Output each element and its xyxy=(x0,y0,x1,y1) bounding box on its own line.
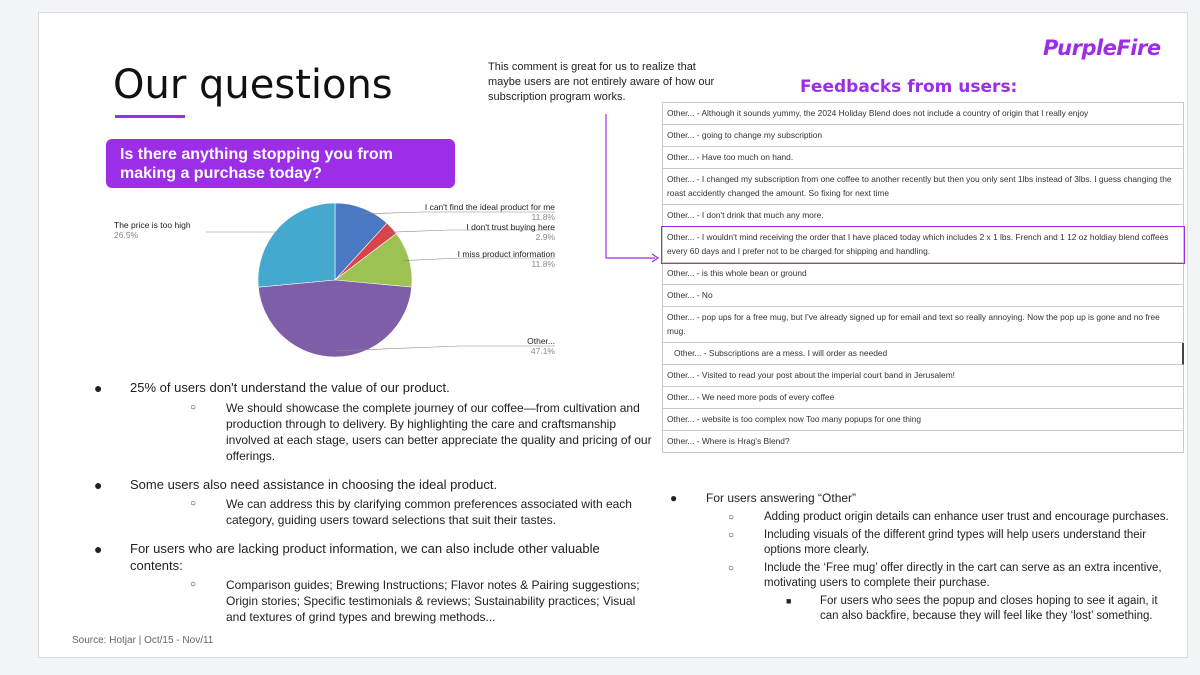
sub-bullet-text: Comparison guides; Brewing Instructions; Flavor notes & Pairing suggestions; Origin stories; Specific testimonials & reviews; Sustainability practices; Visual and textures of grind types and brewing methods... xyxy=(226,578,640,624)
sub-bullet-text: Adding product origin details can enhance user trust and encourage purchases. xyxy=(764,511,1169,523)
feedback-row: Other... - I don't drink that much any more. xyxy=(662,205,1184,227)
pie-value-label: 2.9% xyxy=(535,232,555,242)
sub-bullet-dot: ○ xyxy=(728,512,735,523)
feedback-title: Feedbacks from users: xyxy=(800,77,1018,97)
pie-leader-line xyxy=(403,258,462,261)
sub-bullet-item xyxy=(668,510,1178,526)
sub-sub-bullet-dot: ■ xyxy=(786,595,792,606)
bullet-dot: ● xyxy=(94,476,103,493)
bullet-text: For users who are lacking product information, we can also include other valuable contents: xyxy=(130,541,600,573)
pie-label: Other... xyxy=(527,336,555,346)
pie-value-label: 11.8% xyxy=(531,212,555,222)
sub-bullet-item xyxy=(130,577,652,625)
annotation-connector xyxy=(600,112,670,272)
bullet-dot: ● xyxy=(94,380,103,396)
feedback-row: Other... - No xyxy=(662,285,1184,307)
pie-chart xyxy=(100,196,570,366)
sub-bullet-dot: ○ xyxy=(190,498,197,509)
feedback-row: Other... - Have too much on hand. xyxy=(662,147,1184,169)
logo-text: PurpleFire xyxy=(1043,36,1161,60)
sub-bullet-item xyxy=(668,528,1178,559)
sub-bullet-text: Including visuals of the different grind types will help users understand their options more clearly. xyxy=(764,528,1147,556)
feedback-row: Other... - Where is Hrag's Blend? xyxy=(662,431,1184,453)
feedback-row: Other... - is this whole bean or ground xyxy=(662,263,1184,285)
feedback-row: Other... - We need more pods of every coffee xyxy=(662,387,1184,409)
question-box: Is there anything stopping you from making a purchase today? xyxy=(106,139,455,188)
sub-bullet-item xyxy=(668,561,1178,592)
bullet-item xyxy=(92,477,652,529)
sub-bullet-text: We should showcase the complete journey of our coffee—from cultivation and production through to delivery. By highlighting the care and craftsmanship involved at each stage, users can better appreciate the quality and pricing of our offerings. xyxy=(226,400,652,463)
feedback-row: Other... - website is too complex now Too many popups for one thing xyxy=(662,409,1184,431)
left-bullet-list xyxy=(92,380,652,638)
sub-sub-bullet-text: For users who sees the popup and closes hoping to see it again, it can also backfire, because they will feel like they ‘lost’ something. xyxy=(820,594,1158,622)
source-note: Source: Hotjar | Oct/15 - Nov/11 xyxy=(72,635,214,646)
pie-label: I miss product information xyxy=(457,249,555,259)
pie-value-label: 26.5% xyxy=(114,230,139,240)
pie-slice xyxy=(258,203,335,287)
sub-bullet-dot: ○ xyxy=(190,579,197,590)
sub-bullet-text: Include the ‘Free mug’ offer directly in the cart can serve as an extra incentive, motivating users to complete their purchase. xyxy=(764,561,1162,589)
feedback-row: Other... - I changed my subscription from one coffee to another recently but then you only sent 1lbs instead of 3lbs. I guess changing the roast accidently changed the amount. So fixing for next time xyxy=(662,169,1184,205)
pie-label: I can't find the ideal product for me xyxy=(424,202,555,212)
sub-bullet-dot: ○ xyxy=(190,401,197,413)
sub-sub-bullet-item xyxy=(668,594,1178,625)
purplefire-logo xyxy=(1043,36,1161,60)
pie-leader-line xyxy=(387,230,448,232)
pie-value-label: 11.8% xyxy=(531,259,555,269)
pie-slices xyxy=(258,203,412,357)
bullet-text: 25% of users don't understand the value of our product. xyxy=(130,380,450,395)
bullet-item xyxy=(668,490,1178,506)
title-underline xyxy=(115,115,185,118)
feedback-row: Other... - Visited to read your post about the imperial court band in Jerusalem! xyxy=(662,365,1184,387)
bullet-dot: ● xyxy=(670,491,678,505)
feedback-row: Other... - Although it sounds yummy, the 2024 Holiday Blend does not include a country of origin that I really enjoy xyxy=(662,103,1184,125)
feedback-row: Other... - pop ups for a free mug, but I've already signed up for email and text so really annoying. Now the pop up is gone and no free mug. xyxy=(662,307,1184,343)
right-bullet-list xyxy=(668,490,1178,625)
bullet-text: Some users also need assistance in choosing the ideal product. xyxy=(130,476,498,492)
pie-label: I don't trust buying here xyxy=(466,222,555,232)
feedback-row: Other... - going to change my subscription xyxy=(662,125,1184,147)
feedback-row: Other... - Subscriptions are a mess. I will order as needed xyxy=(662,343,1184,365)
pie-value-label: 47.1% xyxy=(530,346,555,356)
bullet-item xyxy=(92,541,652,625)
bullet-dot: ● xyxy=(94,541,103,557)
bullet-item xyxy=(92,380,652,464)
bullet-text: For users answering “Other” xyxy=(706,491,857,505)
page-title: Our questions xyxy=(113,62,393,108)
sub-bullet-dot: ○ xyxy=(728,529,735,541)
pie-label: The price is too high xyxy=(114,220,191,230)
sub-bullet-item xyxy=(130,496,652,528)
sub-bullet-text: We can address this by clarifying common preferences associated with each category, guiding users toward selections that suit their tastes. xyxy=(226,497,632,527)
feedback-table xyxy=(662,102,1184,453)
feedback-row-highlighted: Other... - I wouldn't mind receiving the order that I have placed today which includes 2 x 1 lbs. French and 1 12 oz holdiay blend coffees every 60 days and I prefer not to be charged for shipping and handling. xyxy=(662,227,1184,263)
pie-slice xyxy=(258,280,411,357)
sub-bullet-dot: ○ xyxy=(728,562,735,574)
sub-bullet-item xyxy=(130,400,652,464)
annotation-comment: This comment is great for us to realize that maybe users are not entirely aware of how our subscription program works. xyxy=(488,61,715,103)
